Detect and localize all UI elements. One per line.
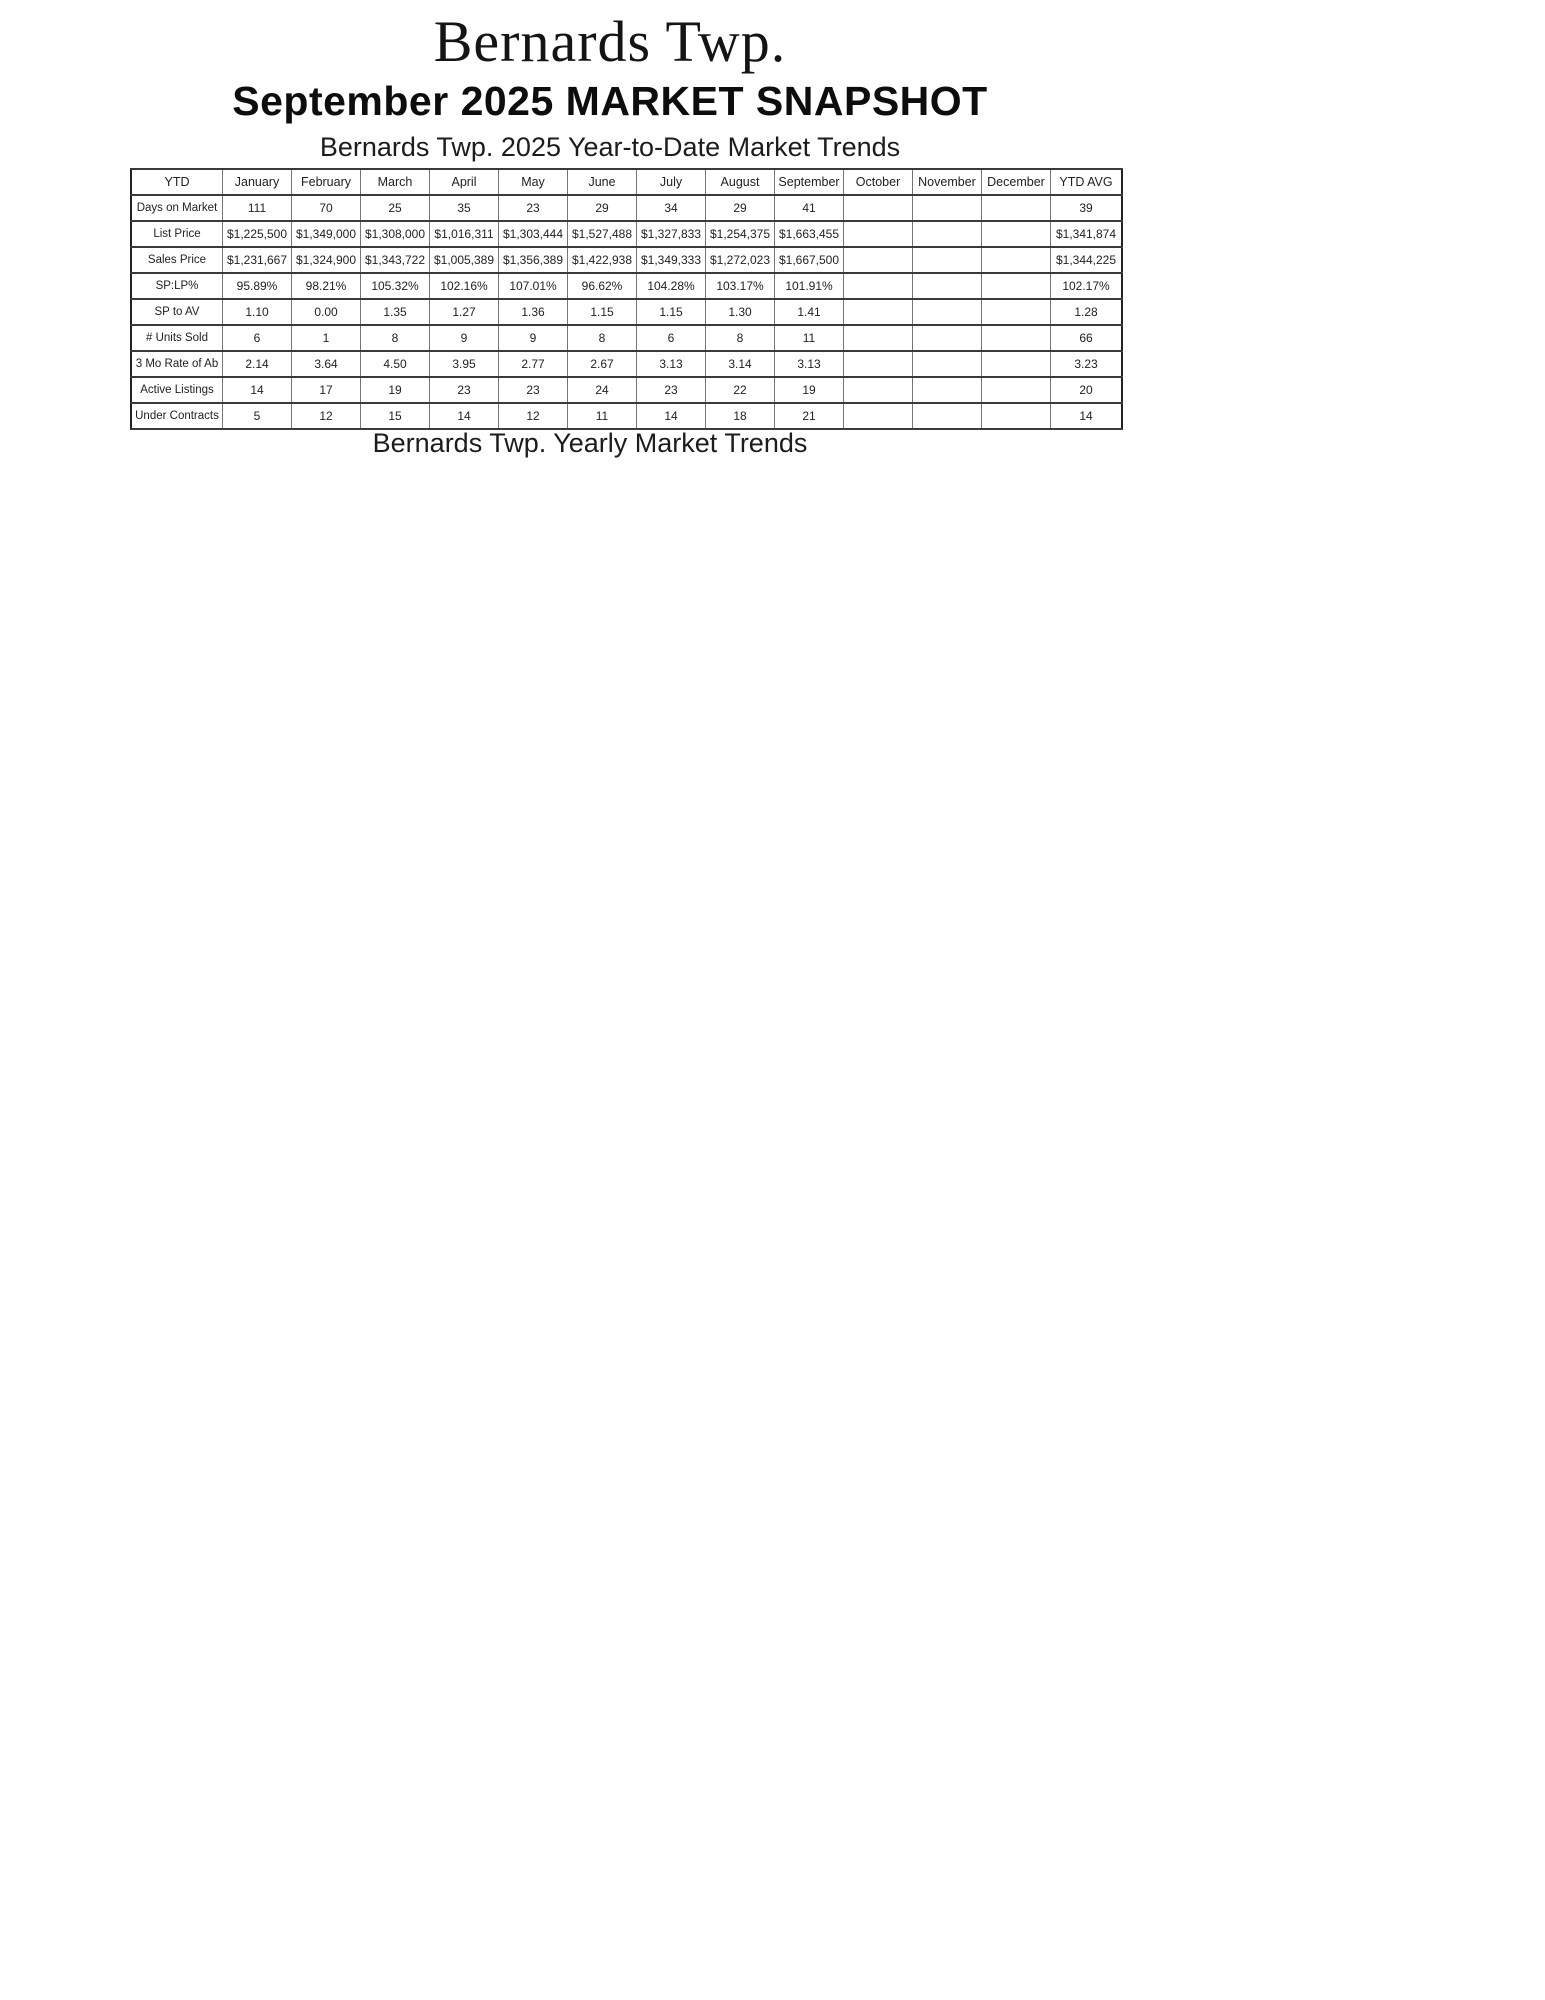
table-cell: $1,272,023 [706,247,775,273]
table-cell [844,351,913,377]
table-cell: $1,308,000 [361,221,430,247]
table-cell: 12 [499,403,568,429]
ytd-col-header: February [292,169,361,195]
ytd-col-header: October [844,169,913,195]
table-cell [982,273,1051,299]
table-cell [844,247,913,273]
table-row [131,247,1122,273]
ytd-col-header: November [913,169,982,195]
table-cell: 29 [706,195,775,221]
table-cell: 34 [637,195,706,221]
table-cell [844,195,913,221]
table-cell: 104.28% [637,273,706,299]
row-label: SP to AV [131,299,223,325]
ytd-col-header: September [775,169,844,195]
table-cell: 102.17% [1051,273,1123,299]
units-sold-line-chart [795,1392,1440,1664]
table-cell: 23 [430,377,499,403]
table-cell: 24 [568,377,637,403]
table-cell: 6 [223,325,292,351]
table-cell: $1,324,900 [292,247,361,273]
table-cell [982,325,1051,351]
page-subtitle: September 2025 MARKET SNAPSHOT [232,78,988,124]
row-label: 3 Mo Rate of Ab [131,351,223,377]
table-cell [844,377,913,403]
table-cell [913,377,982,403]
table-cell: $1,344,225 [1051,247,1123,273]
row-label: List Price [131,221,223,247]
table-cell: 17 [292,377,361,403]
table-cell: 1.15 [637,299,706,325]
table-cell: 1.10 [223,299,292,325]
table-cell: $1,231,667 [223,247,292,273]
table-cell: $1,349,000 [292,221,361,247]
table-cell [982,377,1051,403]
table-cell: 21 [775,403,844,429]
table-cell: 14 [637,403,706,429]
table-cell: 19 [361,377,430,403]
table-cell: 1.28 [1051,299,1123,325]
ytd-table-header-row [131,169,1122,195]
table-cell: $1,527,488 [568,221,637,247]
table-cell: $1,303,444 [499,221,568,247]
table-cell [913,299,982,325]
table-cell: 9 [430,325,499,351]
table-cell: 3.13 [775,351,844,377]
table-cell [913,221,982,247]
table-cell: 20 [1051,377,1123,403]
table-cell: 103.17% [706,273,775,299]
table-cell: $1,016,311 [430,221,499,247]
table-cell: 107.01% [499,273,568,299]
table-cell: 6 [637,325,706,351]
table-row [131,325,1122,351]
table-cell: 25 [361,195,430,221]
table-cell: 1.36 [499,299,568,325]
row-label: # Units Sold [131,325,223,351]
table-cell: 2.77 [499,351,568,377]
ytd-col-header: June [568,169,637,195]
ytd-col-header: January [223,169,292,195]
ytd-table-head [131,169,1122,195]
table-cell: 105.32% [361,273,430,299]
table-cell [913,247,982,273]
table-cell: 14 [1051,403,1123,429]
row-label: Days on Market [131,195,223,221]
table-cell: $1,343,722 [361,247,430,273]
table-cell: 23 [499,195,568,221]
table-cell: $1,349,333 [637,247,706,273]
table-cell: 96.62% [568,273,637,299]
table-cell: 66 [1051,325,1123,351]
sp-av-line-chart [155,1392,855,1664]
table-cell: 1.30 [706,299,775,325]
table-cell: 95.89% [223,273,292,299]
list-vs-sales-bar-chart [130,462,1240,947]
table-cell [982,247,1051,273]
table-cell: 11 [568,403,637,429]
table-cell [844,273,913,299]
table-row [131,221,1122,247]
table-cell: 35 [430,195,499,221]
table-cell: 1 [292,325,361,351]
table-cell [913,403,982,429]
row-label: SP:LP% [131,273,223,299]
days-on-market-line-chart [155,1710,795,1998]
ytd-table-title: Bernards Twp. 2025 Year-to-Date Market Trends [319,132,901,162]
table-row [131,195,1122,221]
table-cell: 39 [1051,195,1123,221]
table-cell [982,221,1051,247]
row-label: Sales Price [131,247,223,273]
table-cell: 1.41 [775,299,844,325]
ytd-col-header: March [361,169,430,195]
table-cell [982,299,1051,325]
table-row [131,351,1122,377]
row-label: Under Contracts [131,403,223,429]
table-cell: 14 [223,377,292,403]
table-cell: 11 [775,325,844,351]
table-cell: 0.00 [292,299,361,325]
table-cell: $1,341,874 [1051,221,1123,247]
table-cell: $1,327,833 [637,221,706,247]
table-cell: 14 [430,403,499,429]
ytd-col-header: July [637,169,706,195]
ytd-col-header: YTD AVG [1051,169,1123,195]
table-cell [844,299,913,325]
table-cell: 3.13 [637,351,706,377]
table-cell: 3.14 [706,351,775,377]
table-cell: $1,005,389 [430,247,499,273]
table-cell: 1.27 [430,299,499,325]
table-cell: 4.50 [361,351,430,377]
table-row [131,273,1122,299]
table-cell: 3.95 [430,351,499,377]
table-cell: $1,667,500 [775,247,844,273]
table-cell [982,351,1051,377]
table-cell: 3.23 [1051,351,1123,377]
yearly-trends-title: Bernards Twp. Yearly Market Trends [372,428,808,458]
ytd-col-header: May [499,169,568,195]
page-title: Bernards Twp. [433,9,787,74]
table-cell: $1,254,375 [706,221,775,247]
table-row [131,403,1122,429]
table-cell [844,221,913,247]
table-cell [913,195,982,221]
table-cell: 12 [292,403,361,429]
table-cell: 102.16% [430,273,499,299]
table-cell: $1,225,500 [223,221,292,247]
table-cell [913,325,982,351]
table-row [131,377,1122,403]
table-cell: 1.15 [568,299,637,325]
table-cell: 18 [706,403,775,429]
table-cell: 22 [706,377,775,403]
ytd-col-header: April [430,169,499,195]
ytd-col-header: August [706,169,775,195]
table-cell [913,351,982,377]
table-cell: 15 [361,403,430,429]
table-cell: 23 [499,377,568,403]
table-cell: 29 [568,195,637,221]
table-cell [982,403,1051,429]
table-cell: 23 [637,377,706,403]
ytd-col-header: YTD [131,169,223,195]
sp-lp-line-chart [130,985,1430,1350]
table-cell: 1.35 [361,299,430,325]
table-cell: 70 [292,195,361,221]
table-cell [913,273,982,299]
table-cell: 5 [223,403,292,429]
row-label: Active Listings [131,377,223,403]
table-cell [844,325,913,351]
ytd-col-header: December [982,169,1051,195]
table-cell: 98.21% [292,273,361,299]
table-cell: 8 [568,325,637,351]
table-cell [844,403,913,429]
table-cell: 41 [775,195,844,221]
table-cell: 8 [706,325,775,351]
table-row [131,299,1122,325]
table-cell: 111 [223,195,292,221]
table-cell: 8 [361,325,430,351]
table-cell: $1,663,455 [775,221,844,247]
table-cell: 2.67 [568,351,637,377]
ytd-table-body [131,195,1122,429]
ytd-market-table [130,168,1123,430]
table-cell: 19 [775,377,844,403]
table-cell: 101.91% [775,273,844,299]
table-cell: 2.14 [223,351,292,377]
absorption-line-chart [760,1710,1420,1998]
table-cell: 3.64 [292,351,361,377]
table-cell: $1,422,938 [568,247,637,273]
table-cell: $1,356,389 [499,247,568,273]
table-cell [982,195,1051,221]
table-cell: 9 [499,325,568,351]
